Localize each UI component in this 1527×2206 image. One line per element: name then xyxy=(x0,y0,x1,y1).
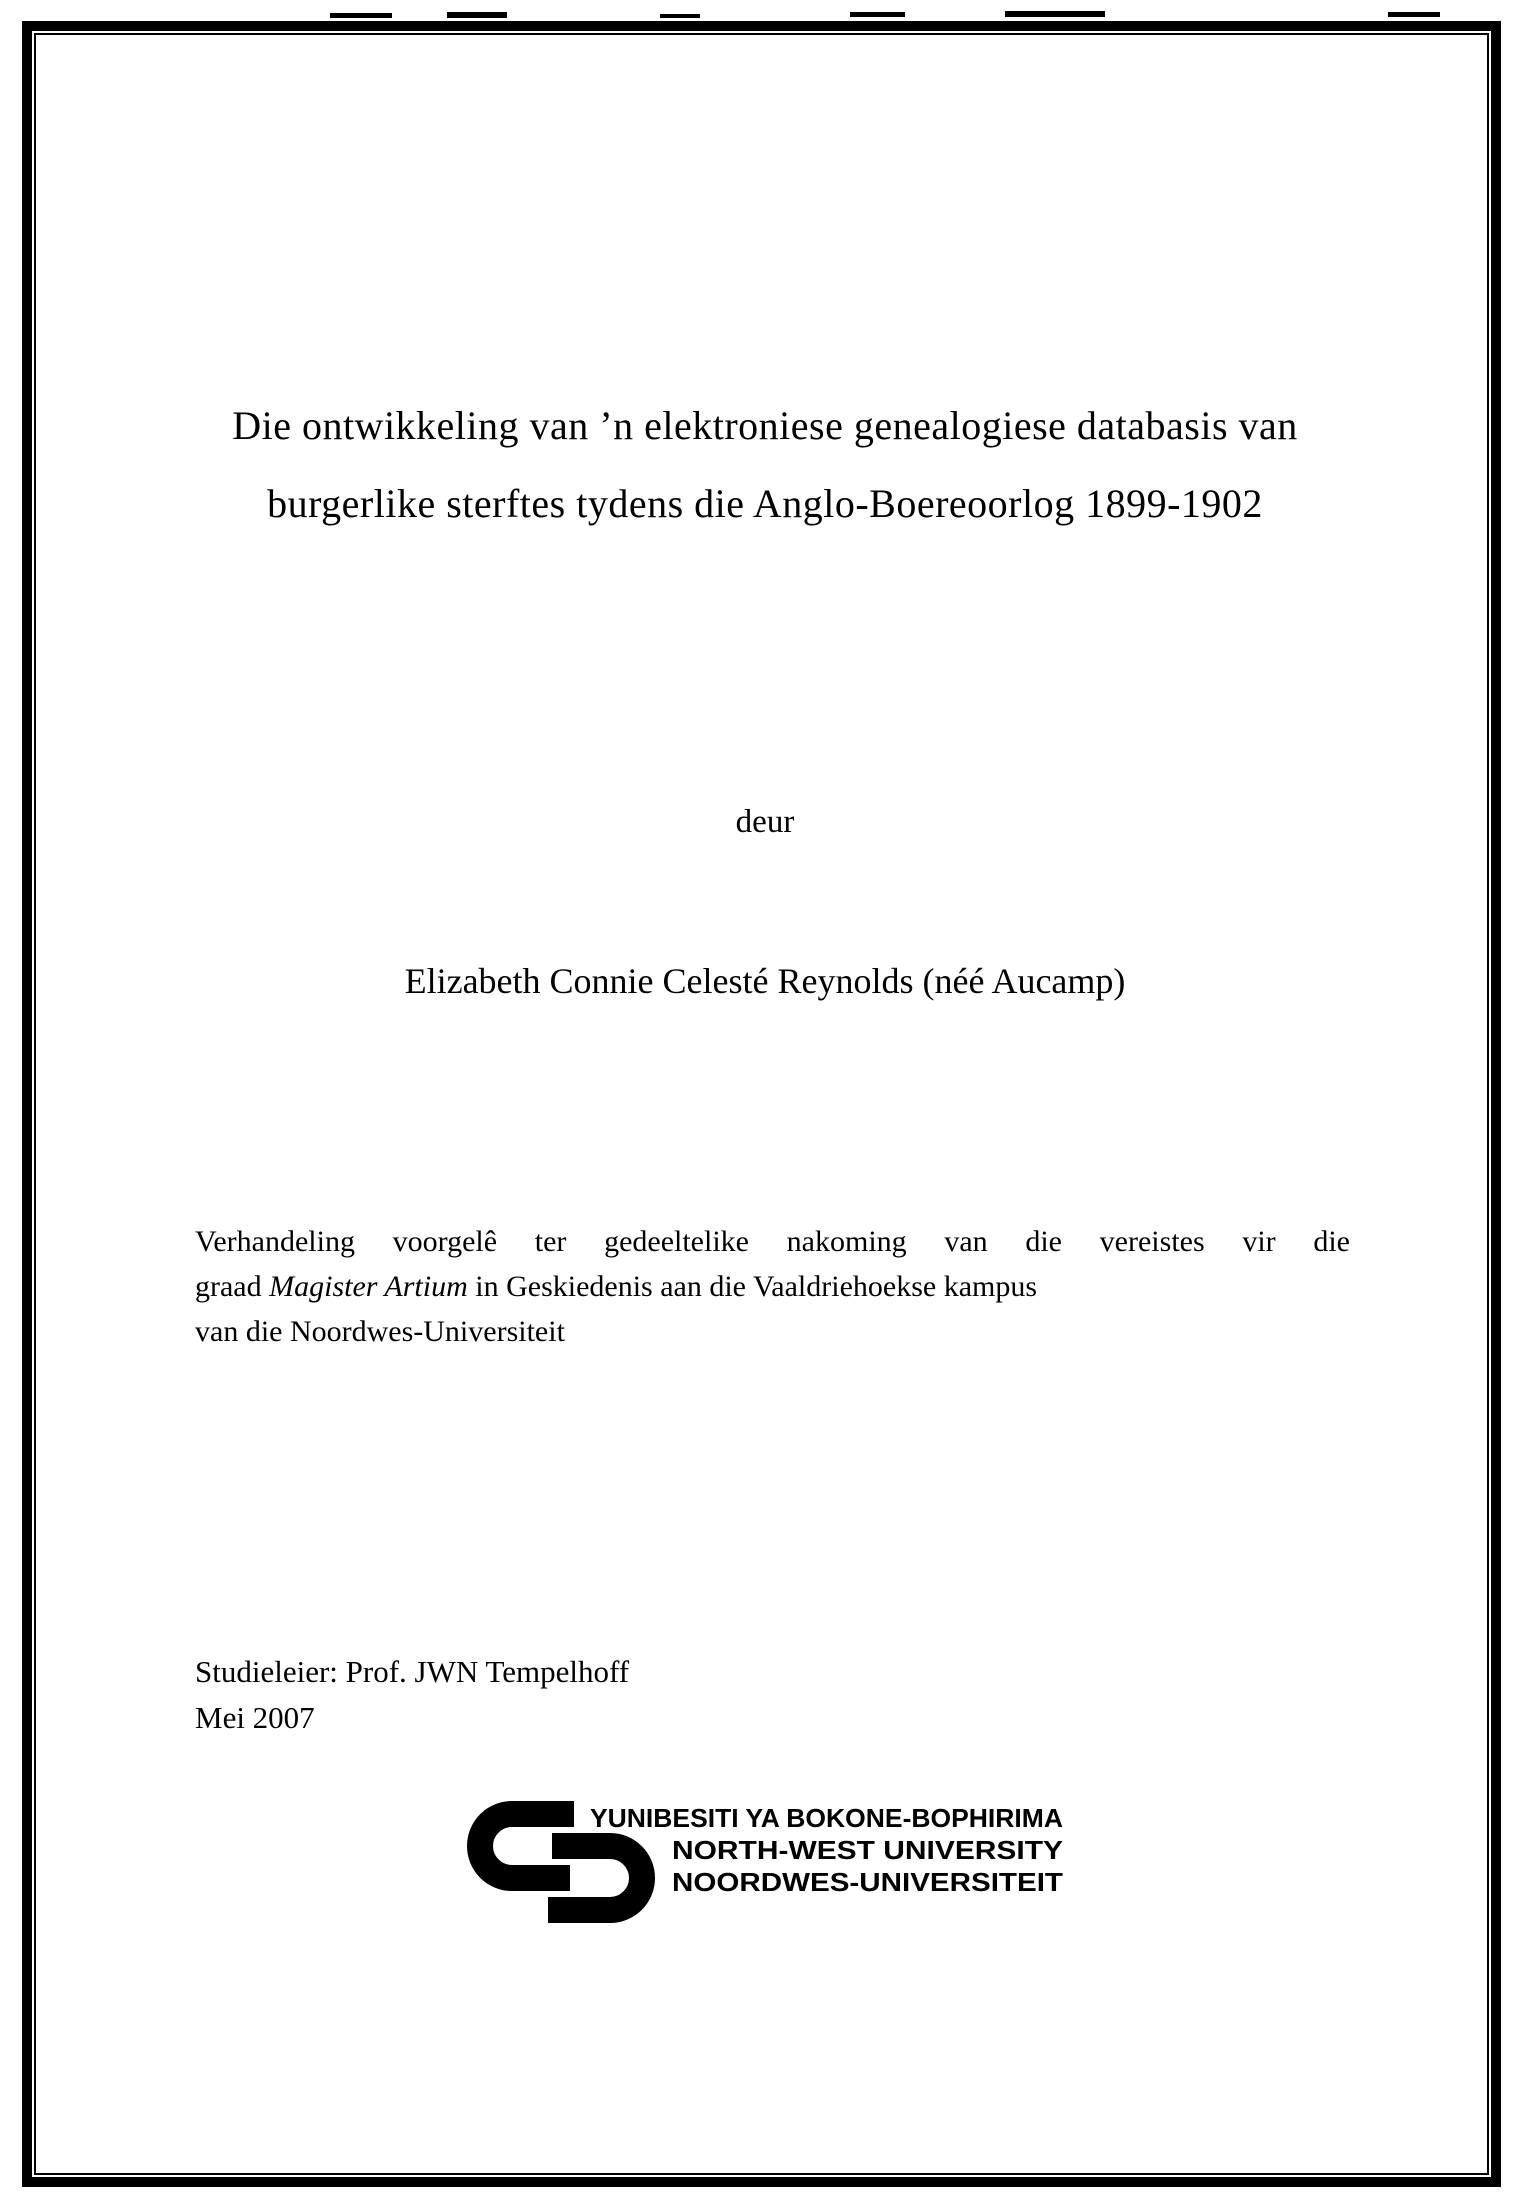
scan-artifact xyxy=(447,12,507,18)
nwu-logo-line2: NORTH-WEST UNIVERSITY xyxy=(672,1835,1063,1865)
supervisor-line: Studieleier: Prof. JWN Tempelhoff xyxy=(195,1654,630,1689)
date-line: Mei 2007 xyxy=(195,1700,315,1735)
thesis-statement xyxy=(195,1219,1350,1354)
scan-artifact xyxy=(330,13,392,18)
byline: deur xyxy=(735,804,795,840)
author-name: Elizabeth Connie Celesté Reynolds (néé Aucamp) xyxy=(404,961,1126,1001)
nwu-logo-wordmark xyxy=(565,1800,1075,1904)
page-title xyxy=(165,387,1365,543)
nwu-logo-line3: NOORDWES-UNIVERSITEIT xyxy=(672,1867,1064,1897)
statement-degree-name: Magister Artium xyxy=(269,1270,468,1303)
page-title-line2: burgerlike sterftes tydens die Anglo-Boereoorlog 1899-1902 xyxy=(267,481,1263,526)
scan-artifact xyxy=(850,12,905,17)
thesis-statement-line2 xyxy=(195,1264,1350,1309)
page-title-line1: Die ontwikkeling van ’n elektroniese genealogiese databasis van xyxy=(232,403,1298,448)
statement-degree-prefix: graad xyxy=(195,1270,270,1303)
supervisor-block xyxy=(195,1649,629,1741)
thesis-statement-line3: van die Noordwes-Universiteit xyxy=(195,1315,565,1348)
scan-artifact xyxy=(660,14,700,18)
scan-artifact xyxy=(1005,11,1105,17)
scan-artifact xyxy=(1388,12,1440,17)
statement-degree-suffix: in Geskiedenis aan die Vaaldriehoekse kampus xyxy=(467,1270,1038,1303)
nwu-logo-line1: YUNIBESITI YA BOKONE-BOPHIRIMA xyxy=(590,1803,1064,1833)
thesis-statement-line1: Verhandeling voorgelê ter gedeeltelike nakoming van die vereistes vir die xyxy=(195,1225,1350,1258)
